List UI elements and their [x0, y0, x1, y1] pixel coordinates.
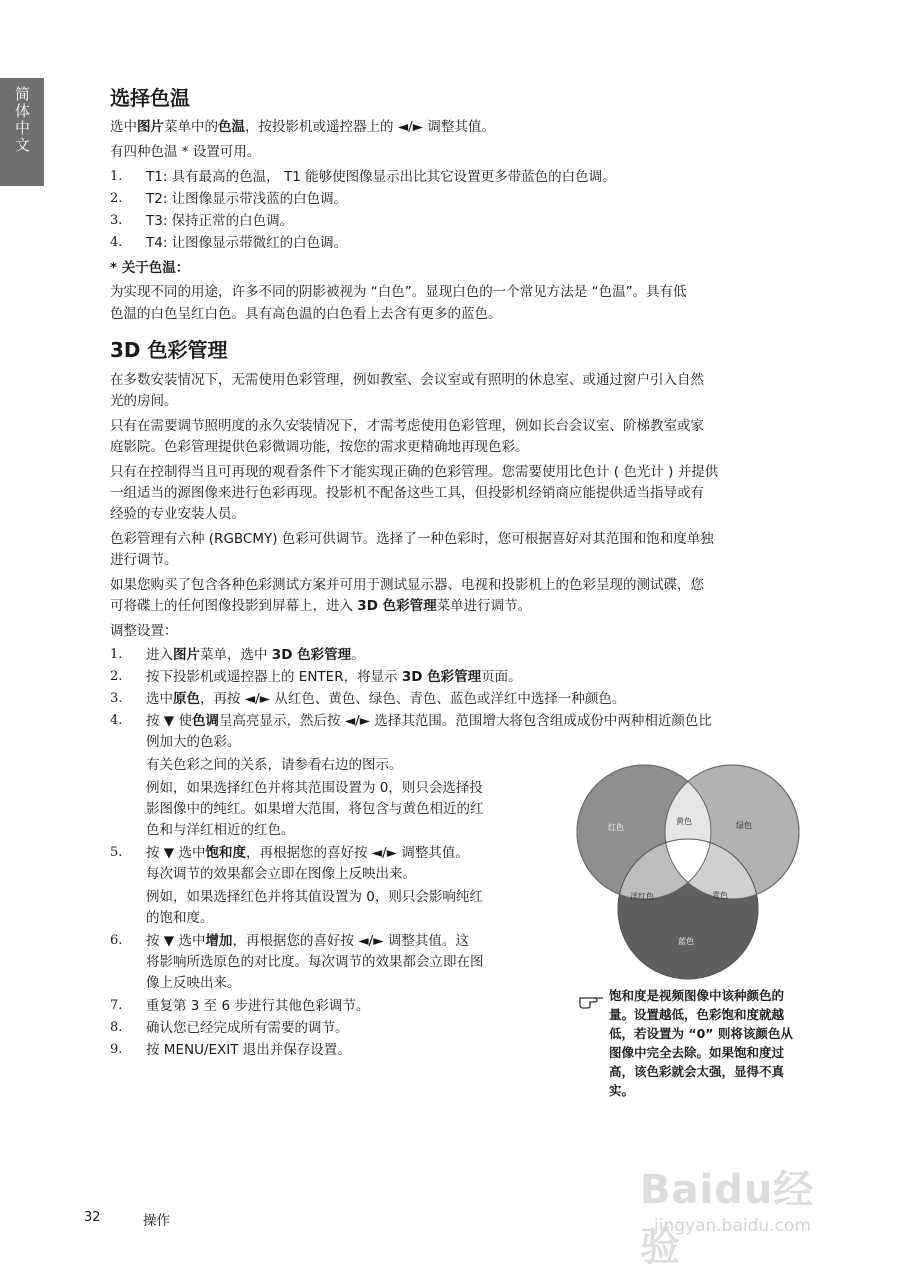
paragraph-line: 光的房间。	[110, 393, 178, 409]
about-color-temp-line: 色温的白色呈红白色。具有高色温的白色看上去含有更多的蓝色。	[110, 306, 502, 322]
paragraph-line: 经验的专业安装人员。	[110, 506, 245, 522]
step-subtext: 例如，如果选择红色并将其值设置为 0，则只会影响纯红	[146, 889, 483, 905]
step-subtext: 影图像中的纯红。如果增大范围，将包含与黄色相近的红	[146, 801, 484, 817]
step-item-continued: 像上反映出来。	[146, 975, 241, 991]
footer-section-label: 操作	[143, 1213, 170, 1229]
language-tab-label: 简体中文	[13, 86, 31, 154]
step-item: 按下投影机或遥控器上的 ENTER，将显示 3D 色彩管理页面。	[146, 669, 522, 685]
step-number: 8.	[110, 1020, 123, 1035]
step-item-continued: 将影响所选原色的对比度。每次调节的效果都会立即在图	[146, 954, 484, 970]
list-item: T3: 保持正常的白色调。	[146, 213, 294, 229]
step-subtext: 每次调节的效果都会立即在图像上反映出来。	[146, 866, 416, 882]
baidu-watermark	[640, 1154, 850, 1270]
color-temp-intro: 选中图片菜单中的色温，按投影机或遥控器上的 ◄/► 调整其值。	[110, 119, 495, 135]
step-number: 5.	[110, 845, 123, 860]
label-yellow: 黄色	[676, 817, 692, 826]
step-subtext: 有关色彩之间的关系，请参看右边的图示。	[146, 757, 403, 773]
baidu-logo: Baidu经验	[640, 1167, 815, 1270]
list-number: 1.	[110, 169, 123, 184]
pointing-hand-icon	[578, 990, 606, 1010]
page-number: 32	[84, 1210, 101, 1225]
label-cyan: 青色	[712, 891, 728, 900]
paragraph-line: 庭影院。色彩管理提供色彩微调功能，按您的需求更精确地再现色彩。	[110, 439, 529, 455]
step-item: 按 ▼ 选中增加，再根据您的喜好按 ◄/► 调整其值。这	[146, 933, 469, 949]
saturation-note	[609, 986, 819, 1100]
list-item: T4: 让图像显示带微红的白色调。	[146, 235, 348, 251]
step-item: 选中原色，再按 ◄/► 从红色、黄色、绿色、青色、蓝色或洋红中选择一种颜色。	[146, 691, 626, 707]
note-line: 量。设置越低，色彩饱和度就越	[609, 1007, 785, 1022]
list-item: T1: 具有最高的色温， T1 能够使图像显示出比其它设置更多带蓝色的白色调。	[146, 169, 616, 185]
step-item-continued: 例加大的色彩。	[146, 734, 241, 750]
step-item: 按 ▼ 使色调呈高亮显示，然后按 ◄/► 选择其范围。范围增大将包含组成成份中两种相近颜色比	[146, 713, 712, 729]
step-number: 4.	[110, 713, 123, 728]
list-number: 4.	[110, 235, 123, 250]
label-blue: 蓝色	[678, 937, 694, 946]
step-number: 9.	[110, 1042, 123, 1057]
about-color-temp-line: 为实现不同的用途，许多不同的阴影被视为 “白色”。显现白色的一个常见方法是 “色温”。具有低	[110, 284, 687, 300]
paragraph-line: 在多数安装情况下，无需使用色彩管理，例如教室、会议室或有照明的休息室、或通过窗户引入自然	[110, 372, 704, 388]
paragraph-line: 一组适当的源图像来进行色彩再现。投影机不配备这些工具，但投影机经销商应能提供适当指导或有	[110, 485, 704, 501]
adjust-settings-label: 调整设置：	[110, 623, 178, 639]
label-magenta: 洋红色	[630, 892, 654, 901]
section-title-color-temp: 选择色温	[110, 86, 190, 110]
label-green: 绿色	[736, 821, 752, 830]
list-number: 3.	[110, 213, 123, 228]
color-temp-count: 有四种色温 * 设置可用。	[110, 144, 261, 160]
note-line: 低，若设置为 “0” 则将该颜色从	[609, 1026, 793, 1041]
label-red: 红色	[608, 823, 624, 832]
paragraph-line: 只有在控制得当且可再现的观看条件下才能实现正确的色彩管理。您需要使用比色计 ( 色光计 ) 并提供	[110, 464, 719, 480]
step-number: 1.	[110, 647, 123, 662]
step-item: 重复第 3 至 6 步进行其他色彩调节。	[146, 998, 370, 1014]
paragraph-line: 可将碟上的任何图像投影到屏幕上，进入 3D 色彩管理菜单进行调节。	[110, 598, 532, 614]
section-title-3d-color: 3D 色彩管理	[110, 338, 228, 362]
step-number: 3.	[110, 691, 123, 706]
step-subtext: 的饱和度。	[146, 910, 214, 926]
step-subtext: 色和与洋红相近的红色。	[146, 822, 295, 838]
watermark-url: jingyan.baidu.com	[654, 1216, 811, 1236]
step-number: 7.	[110, 998, 123, 1013]
note-line: 饱和度是视频图像中该种颜色的	[609, 988, 785, 1003]
note-line: 高，该色彩就会太强，显得不真	[609, 1064, 785, 1079]
paragraph-line: 进行调节。	[110, 552, 178, 568]
step-item: 进入图片菜单，选中 3D 色彩管理。	[146, 647, 365, 663]
paragraph-line: 如果您购买了包含各种色彩测试方案并可用于测试显示器、电视和投影机上的色彩呈现的测试碟，您	[110, 577, 704, 593]
paragraph-line: 色彩管理有六种 (RGBCMY) 色彩可供调节。选择了一种色彩时，您可根据喜好对其范围和饱和度单独	[110, 531, 714, 547]
paragraph-line: 只有在需要调节照明度的永久安装情况下，才需考虑使用色彩管理，例如长台会议室、阶梯教室或家	[110, 418, 704, 434]
color-venn-diagram	[572, 764, 804, 980]
step-item: 按 MENU/EXIT 退出并保存设置。	[146, 1042, 351, 1058]
note-line: 图像中完全去除。如果饱和度过	[609, 1045, 785, 1060]
note-line: 实。	[609, 1083, 635, 1098]
language-tab	[0, 78, 44, 186]
step-item: 确认您已经完成所有需要的调节。	[146, 1020, 349, 1036]
step-number: 6.	[110, 933, 123, 948]
list-item: T2: 让图像显示带浅蓝的白色调。	[146, 191, 348, 207]
step-item: 按 ▼ 选中饱和度，再根据您的喜好按 ◄/► 调整其值。	[146, 845, 469, 861]
about-color-temp-heading: * 关于色温：	[110, 260, 190, 276]
step-subtext: 例如，如果选择红色并将其范围设置为 0，则只会选择投	[146, 780, 483, 796]
step-number: 2.	[110, 669, 123, 684]
list-number: 2.	[110, 191, 123, 206]
